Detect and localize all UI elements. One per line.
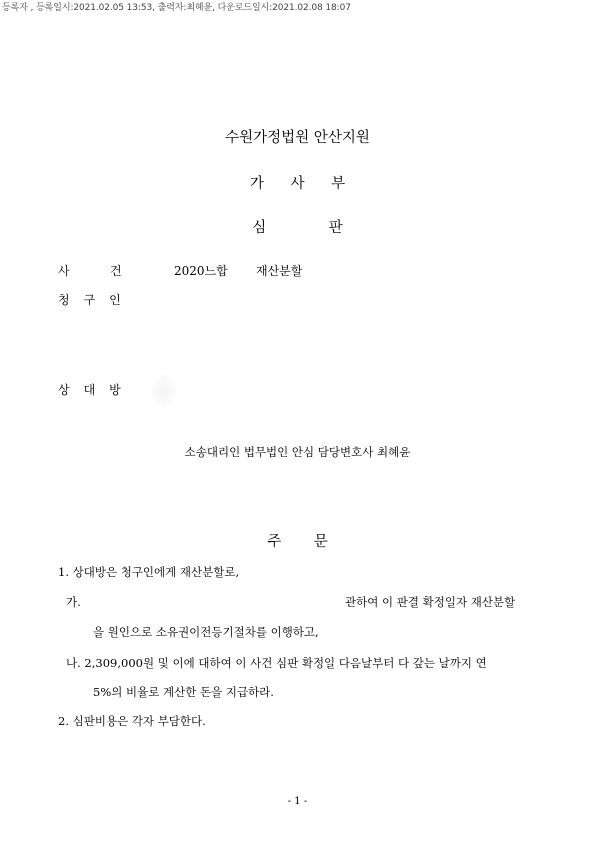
order-line-6: 2. 심판비용은 각자 부담한다.	[58, 714, 206, 728]
claimant-label: 청구인	[58, 293, 135, 307]
order-line-4: 나. 2,309,000원 및 이에 대하여 이 사건 심판 확정일 다음날부터 다 갚는 날까지 연	[66, 656, 487, 670]
department: 가 사 부	[249, 176, 346, 192]
respondent-label: 상대방	[58, 383, 135, 397]
case-label-second: 건	[110, 264, 122, 278]
case-number: 2020느합	[174, 264, 228, 278]
order-line-2-prefix: 가.	[66, 595, 81, 609]
case-label-first: 사	[58, 264, 70, 278]
representative: 소송대리인 법무법인 안심 담당변호사 최혜윤	[184, 445, 411, 459]
court-name: 수원가정법원 안산지원	[225, 130, 370, 146]
watermark	[150, 372, 178, 412]
document-type: 심 판	[252, 220, 343, 236]
order-line-2-suffix: 관하여 이 판결 확정일자 재산분할	[345, 595, 516, 609]
order-title: 주 문	[267, 534, 328, 550]
order-line-1: 1. 상대방은 청구인에게 재산분할로,	[58, 565, 240, 579]
page-number: - 1 -	[287, 796, 308, 807]
case-name: 재산분할	[256, 264, 303, 278]
order-line-5: 5%의 비율로 계산한 돈을 지급하라.	[93, 685, 274, 699]
case-label	[58, 262, 122, 279]
download-header: 등록자 , 등록일시:2021.02.05 13:53, 출력자:최혜윤, 다운로드일시:2021.02.08 18:07	[2, 3, 351, 13]
order-line-3: 을 원인으로 소유권이전등기절차를 이행하고,	[93, 625, 319, 639]
